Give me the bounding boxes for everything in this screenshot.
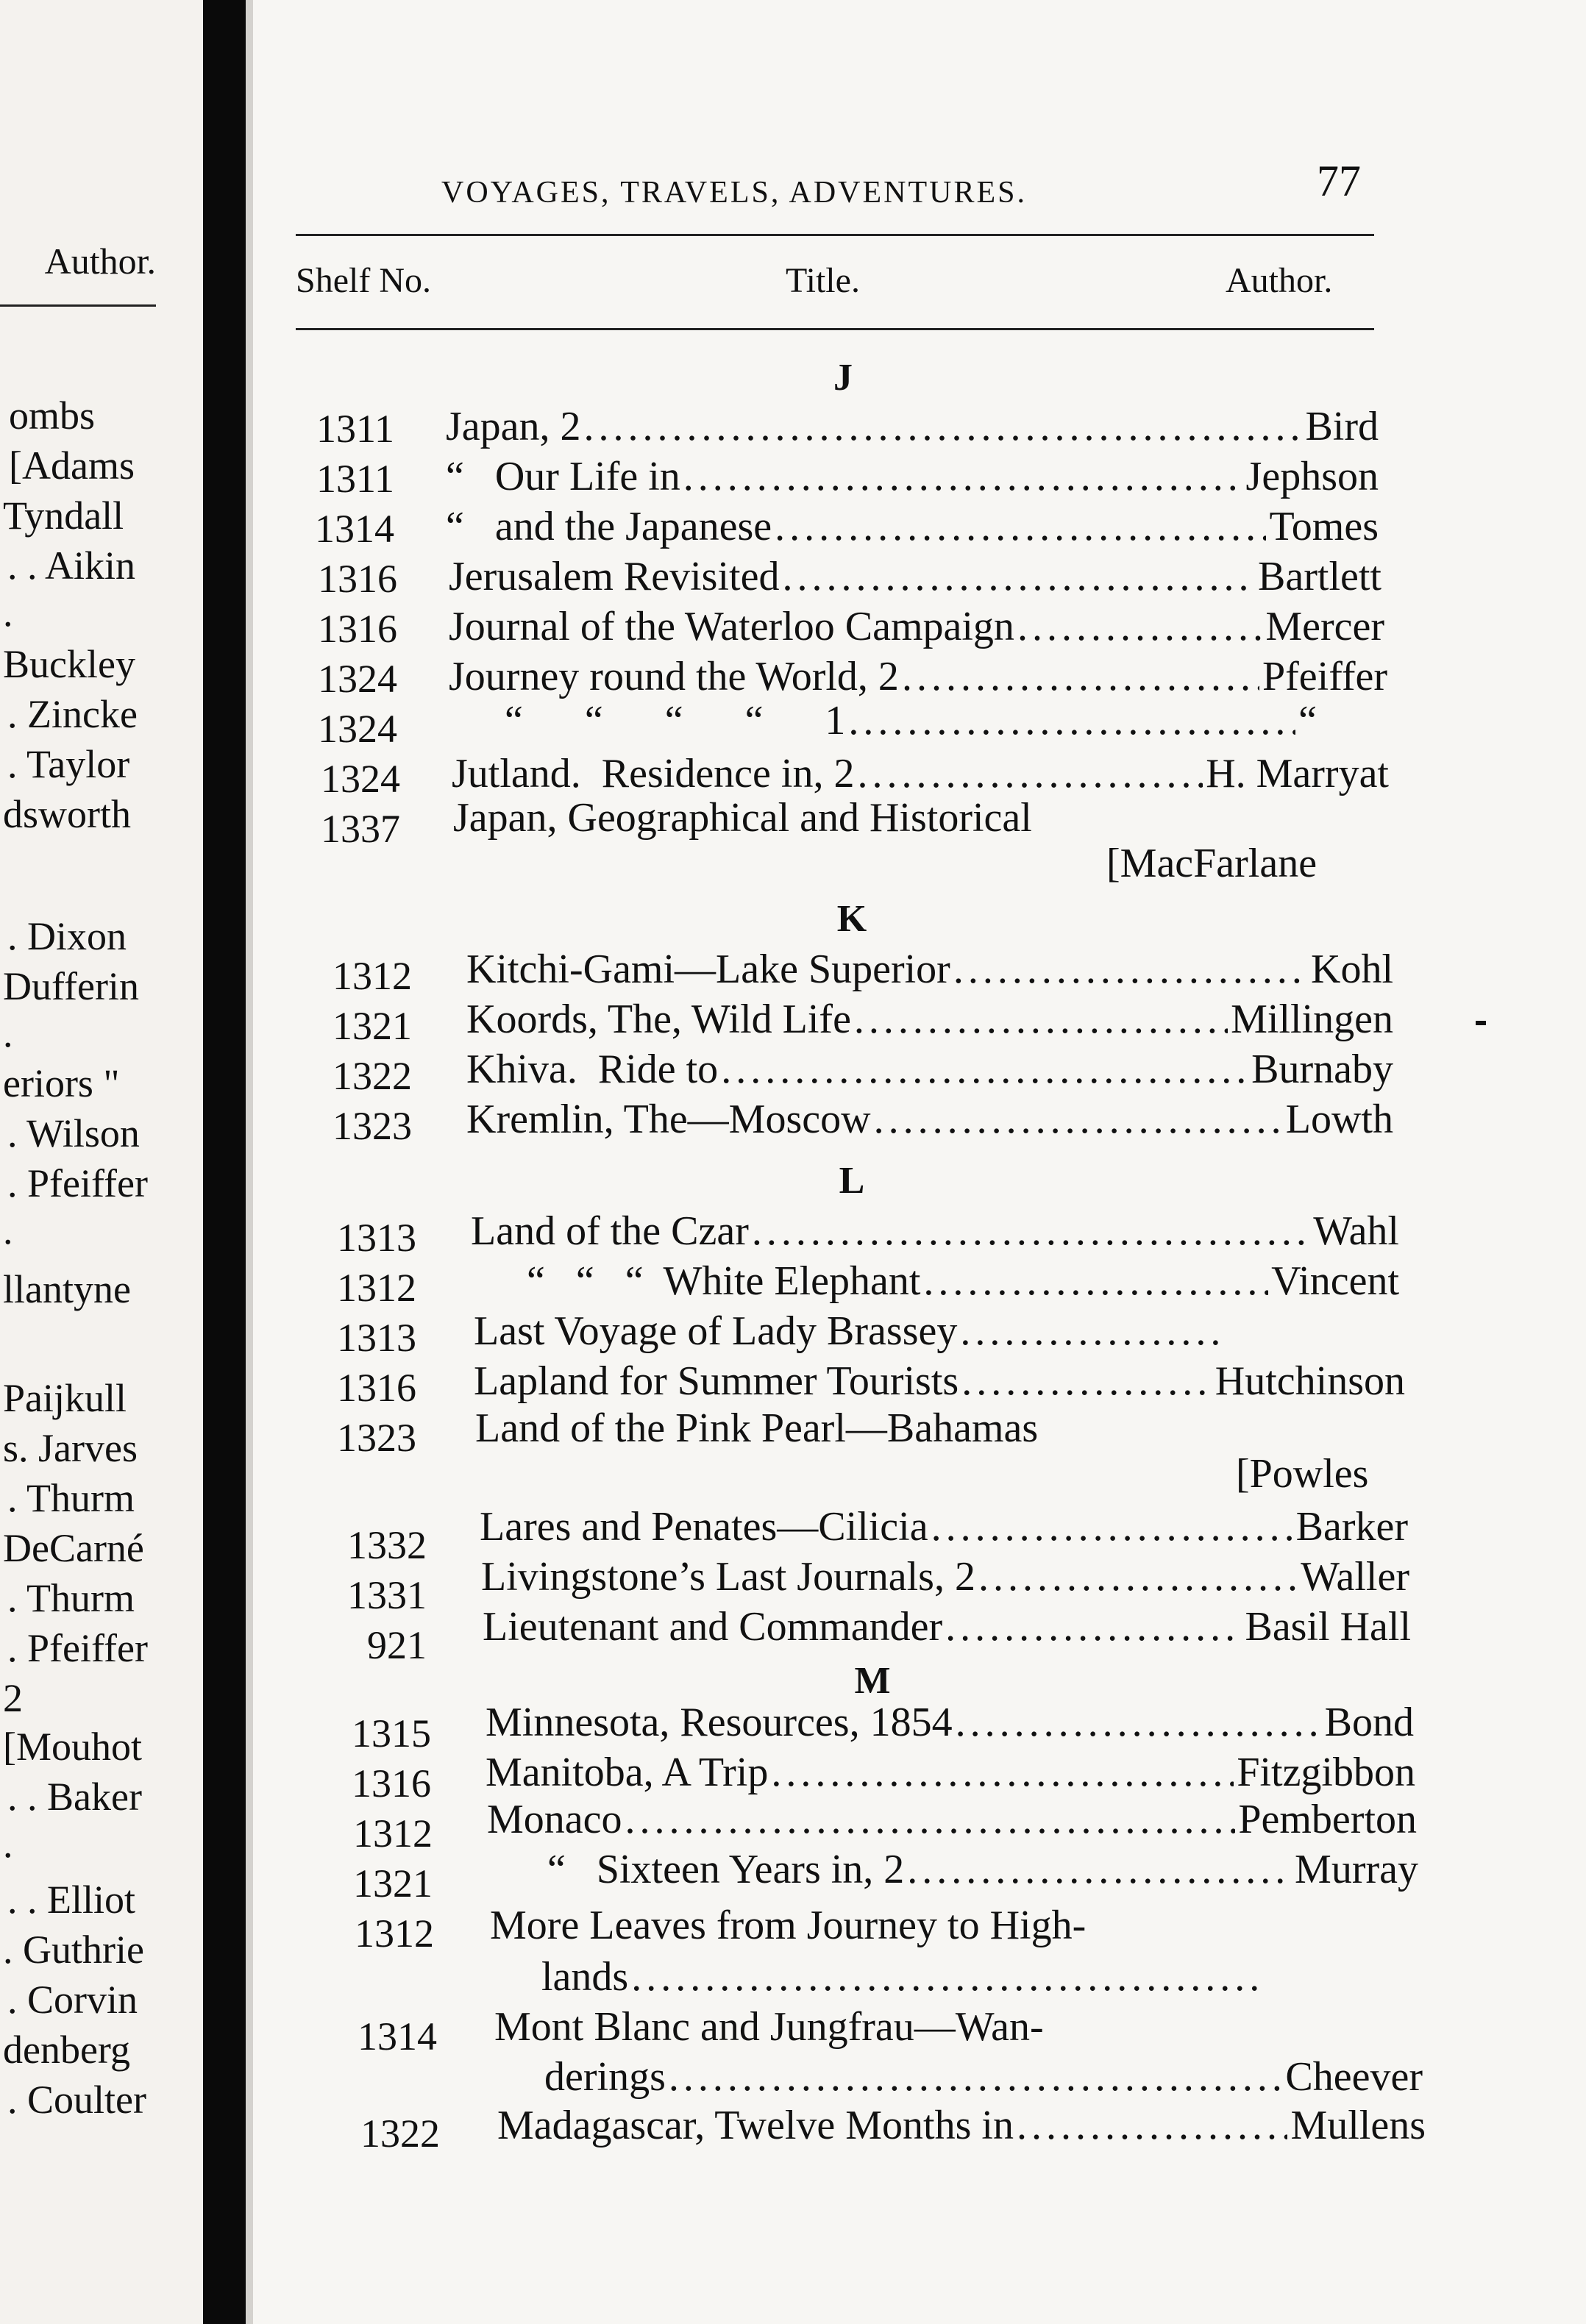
shelf-number: 1322: [333, 1054, 412, 1098]
catalog-entry: [494, 2004, 1044, 2050]
left-author-14: . Pfeiffer: [7, 1161, 148, 1205]
entry-author: Pfeiffer: [1262, 654, 1387, 699]
left-author-12: eriors ": [3, 1061, 120, 1105]
catalog-entry: [497, 2105, 1426, 2146]
entry-author: Jephson: [1245, 454, 1379, 499]
left-author-19: . Thurm: [7, 1476, 135, 1520]
entry-author: Mullens: [1290, 2103, 1426, 2148]
shelf-number: 921: [367, 1623, 427, 1667]
entry-author: Mercer: [1265, 604, 1384, 649]
leader-dots: [625, 1799, 1236, 1840]
catalog-entry: [471, 1208, 1399, 1254]
left-author-25: . . Baker: [7, 1775, 142, 1819]
shelf-number: 1312: [333, 954, 412, 998]
entry-author: Wahl: [1313, 1208, 1399, 1254]
entry-author: Hutchinson: [1215, 1358, 1405, 1404]
catalog-entry: [486, 1752, 1415, 1793]
entry-title: Japan, 2: [446, 404, 581, 449]
catalog-entry: [452, 753, 1389, 794]
leader-dots: [771, 1752, 1234, 1793]
left-author-9: . Dixon: [7, 914, 127, 958]
shelf-no-header: Shelf No.: [296, 261, 431, 300]
entry-author: Millingen: [1231, 997, 1393, 1042]
leader-dots: [902, 656, 1259, 697]
shelf-number: 1324: [321, 757, 400, 801]
entry-title: Last Voyage of Lady Brassey: [474, 1308, 958, 1354]
entry-title: Lapland for Summer Tourists: [474, 1358, 959, 1404]
leader-dots: [907, 1849, 1292, 1890]
catalog-entry: [449, 656, 1387, 697]
entry-author: “: [1298, 698, 1317, 744]
entry-title: Lieutenant and Commander: [483, 1604, 943, 1650]
entry-author: Bartlett: [1258, 554, 1381, 599]
section-letter-l: L: [839, 1160, 865, 1202]
left-author-22: . Pfeiffer: [7, 1626, 148, 1670]
leader-dots: [721, 1049, 1248, 1090]
shelf-number: 1321: [353, 1861, 433, 1906]
catalog-entry: [481, 1554, 1409, 1600]
left-author-2: Tyndall: [3, 493, 124, 538]
leader-dots: [775, 506, 1266, 547]
left-author-27: . . Elliot: [7, 1878, 135, 1922]
left-author-24: [Mouhot: [3, 1725, 142, 1769]
left-page-header: [0, 231, 156, 307]
entry-title: Kitchi-Gami—Lake Superior: [466, 947, 950, 992]
entry-author: Barker: [1295, 1504, 1408, 1550]
shelf-number: 1332: [347, 1523, 427, 1567]
catalog-entry: [527, 1258, 1399, 1304]
leader-dots: [782, 556, 1255, 597]
catalog-entry: [466, 949, 1393, 990]
entry-author: Bird: [1305, 404, 1379, 449]
catalog-entry: [446, 506, 1379, 547]
left-author-13: . Wilson: [7, 1111, 140, 1155]
catalog-entry: [449, 556, 1381, 597]
entry-title: Jerusalem Revisited: [449, 554, 780, 599]
shelf-number: 1322: [360, 2111, 440, 2156]
title-header: Title.: [786, 261, 860, 300]
entry-author: H. Marryat: [1206, 751, 1389, 796]
left-author-18: s. Jarves: [3, 1426, 138, 1470]
entry-title: More Leaves from Journey to High-: [490, 1903, 1087, 1948]
shelf-number: 1311: [316, 457, 394, 501]
left-author-17: Paijkull: [3, 1376, 127, 1420]
left-page-fragment: [0, 0, 203, 2324]
left-author-26: .: [3, 1822, 13, 1866]
catalog-entry: [483, 1604, 1411, 1650]
catalog-entry: [480, 1504, 1408, 1550]
leader-dots: [1017, 2105, 1287, 2146]
shelf-number: 1311: [316, 407, 394, 451]
catalog-entry: [486, 1702, 1414, 1743]
shelf-number: 1331: [347, 1573, 427, 1617]
shelf-number: 1324: [318, 707, 397, 751]
left-author-4: .: [3, 591, 13, 635]
entry-title: Land of the Pink Pearl—Bahamas: [475, 1405, 1039, 1451]
leader-dots: [874, 1099, 1283, 1140]
entry-title: Jutland. Residence in, 2: [452, 751, 855, 796]
entry-title: Koords, The, Wild Life: [466, 997, 851, 1042]
leader-dots: [961, 1361, 1212, 1402]
left-author-29: . Corvin: [7, 1978, 138, 2022]
entry-author-continuation: [MacFarlane: [1106, 841, 1317, 886]
leader-dots: [1017, 606, 1262, 647]
shelf-number: 1312: [353, 1811, 433, 1856]
leader-dots: [923, 1261, 1268, 1302]
section-letter-k: K: [836, 898, 867, 940]
shelf-number: 1321: [333, 1004, 412, 1048]
leader-dots: [683, 456, 1243, 497]
leader-dots: [752, 1211, 1310, 1252]
catalog-entry: [474, 1358, 1405, 1404]
shelf-number: 1313: [337, 1216, 416, 1260]
entry-author: Kohl: [1311, 947, 1393, 992]
entry-title: Madagascar, Twelve Months in: [497, 2103, 1014, 2148]
catalog-entry: [466, 999, 1393, 1040]
entry-title: Lares and Penates—Cilicia: [480, 1504, 928, 1550]
entry-title: “ “ “ White Elephant: [527, 1258, 921, 1304]
entry-author: Tomes: [1269, 504, 1379, 549]
leader-dots: [978, 1556, 1298, 1597]
shelf-number: 1313: [337, 1316, 416, 1360]
entry-continuation: [541, 1954, 1262, 2000]
author-header: Author.: [1226, 261, 1333, 300]
entry-title: Livingstone’s Last Journals, 2: [481, 1554, 975, 1600]
shelf-number: 1314: [315, 507, 394, 551]
leader-dots: [584, 406, 1303, 447]
left-author-header: Author.: [44, 240, 156, 282]
left-author-10: Dufferin: [3, 964, 139, 1008]
left-author-3: . . Aikin: [7, 543, 136, 588]
left-author-0: ombs: [9, 393, 96, 438]
ink-mark: [1476, 1021, 1486, 1025]
book-gutter: [203, 0, 246, 2324]
left-author-7: . Taylor: [7, 742, 130, 786]
shelf-number: 1315: [352, 1711, 431, 1756]
catalog-entry: [475, 1405, 1039, 1451]
shelf-number: 1316: [352, 1761, 431, 1806]
entry-title: “ Sixteen Years in, 2: [547, 1847, 905, 1892]
entry-title-continuation: derings: [544, 2054, 666, 2100]
left-author-23: 2: [3, 1676, 23, 1720]
entry-author: Bond: [1324, 1700, 1414, 1745]
entry-author: Lowth: [1285, 1097, 1393, 1142]
catalog-entry: [453, 795, 1032, 841]
entry-author: Burnaby: [1251, 1047, 1393, 1092]
catalog-entry: [474, 1308, 1224, 1354]
catalog-entry: [446, 456, 1379, 497]
top-rule: [296, 234, 1374, 236]
leader-dots: [960, 1311, 1221, 1352]
left-author-16: llantyne: [3, 1267, 131, 1311]
entry-title: Minnesota, Resources, 1854: [486, 1700, 953, 1745]
leader-dots: [857, 753, 1203, 794]
entry-title: Mont Blanc and Jungfrau—Wan-: [494, 2004, 1044, 2050]
shelf-number: 1312: [355, 1911, 434, 1956]
page-number: 77: [1317, 157, 1361, 205]
left-author-30: denberg: [3, 2028, 130, 2072]
entry-continuation: [544, 2054, 1423, 2100]
entry-title: Monaco: [487, 1797, 622, 1842]
shelf-number: 1323: [337, 1416, 416, 1460]
left-author-20: DeCarné: [3, 1526, 144, 1570]
entry-title: Kremlin, The—Moscow: [466, 1097, 871, 1142]
catalog-entry: [547, 1849, 1418, 1890]
entry-author: Pemberton: [1238, 1797, 1417, 1842]
left-author-6: . Zincke: [7, 692, 138, 736]
shelf-number: 1324: [318, 657, 397, 701]
entry-author: Cheever: [1285, 2054, 1423, 2100]
entry-title: Manitoba, A Trip: [486, 1750, 769, 1795]
entry-title-continuation: lands: [541, 1954, 629, 2000]
entry-title: Journey round the World, 2: [449, 654, 899, 699]
entry-title: “ and the Japanese: [446, 504, 772, 549]
leader-dots: [956, 1702, 1322, 1743]
left-author-1: [Adams: [9, 443, 135, 488]
entry-title: “ “ “ “ 1: [505, 698, 846, 744]
entry-title: Khiva. Ride to: [466, 1047, 719, 1092]
catalog-entry: [487, 1799, 1417, 1840]
catalog-entry: [449, 606, 1384, 647]
section-letter-j: J: [833, 357, 853, 399]
catalog-entry: [466, 1049, 1393, 1090]
entry-author: Waller: [1301, 1554, 1409, 1600]
running-head: VOYAGES, TRAVELS, ADVENTURES.: [441, 176, 1028, 210]
entry-author: Murray: [1295, 1847, 1418, 1892]
left-author-28: . Guthrie: [3, 1928, 144, 1972]
catalog-entry: [446, 406, 1379, 447]
entry-author: Vincent: [1271, 1258, 1399, 1304]
shelf-number: 1323: [333, 1104, 412, 1148]
left-author-11: .: [3, 1011, 13, 1055]
entry-title: “ Our Life in: [446, 454, 680, 499]
leader-dots: [953, 949, 1308, 990]
entry-title: Journal of the Waterloo Campaign: [449, 604, 1014, 649]
catalog-entry: [505, 698, 1317, 744]
leader-dots: [848, 700, 1295, 741]
shelf-number: 1314: [358, 2014, 437, 2059]
leader-dots: [669, 2056, 1283, 2097]
leader-dots: [854, 999, 1228, 1040]
shelf-number: 1316: [318, 557, 397, 601]
entry-author-continuation: [Powles: [1236, 1451, 1369, 1497]
leader-dots: [931, 1506, 1293, 1547]
entry-author: Basil Hall: [1245, 1604, 1411, 1650]
entry-title: Japan, Geographical and Historical: [453, 795, 1032, 841]
leader-dots: [945, 1606, 1242, 1647]
shelf-number: 1312: [337, 1266, 416, 1310]
left-author-8: dsworth: [3, 792, 131, 836]
header-rule: [296, 328, 1374, 330]
left-author-31: . Coulter: [7, 2078, 146, 2122]
left-author-21: . Thurm: [7, 1576, 135, 1620]
entry-author: Fitzgibbon: [1237, 1750, 1415, 1795]
left-author-15: .: [3, 1208, 13, 1252]
leader-dots: [631, 1956, 1259, 1997]
catalog-entry: [490, 1905, 1086, 1946]
shelf-number: 1316: [337, 1366, 416, 1410]
left-author-5: Buckley: [3, 642, 135, 686]
entry-title: Land of the Czar: [471, 1208, 749, 1254]
shelf-number: 1316: [318, 607, 397, 651]
catalog-entry: [466, 1099, 1393, 1140]
shelf-number: 1337: [321, 807, 400, 851]
section-letter-m: M: [854, 1660, 891, 1702]
